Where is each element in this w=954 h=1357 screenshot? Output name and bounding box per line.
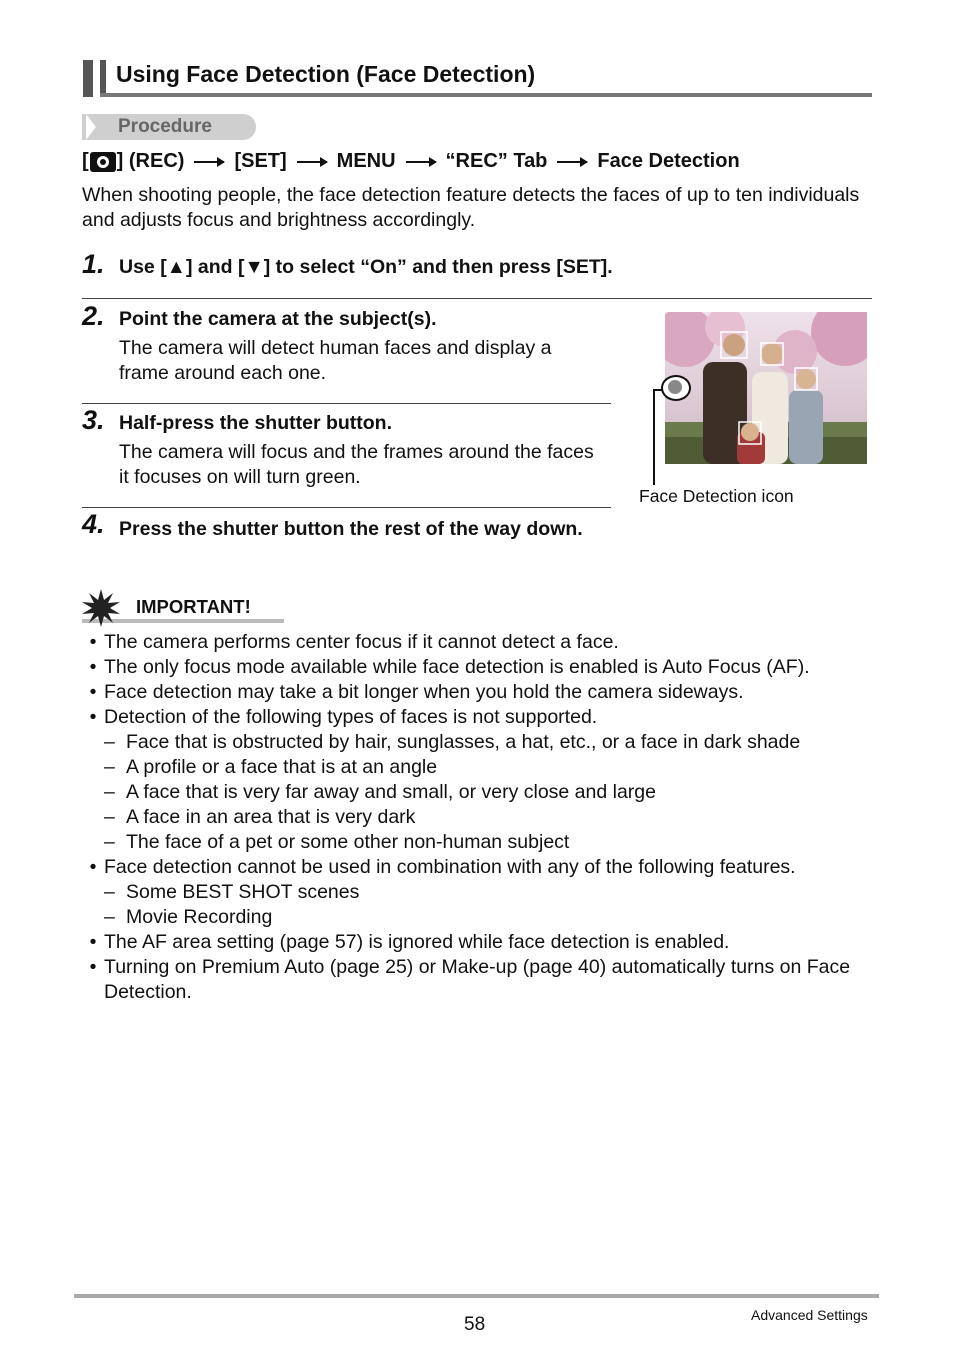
important-list (82, 630, 882, 1005)
callout-line (653, 389, 655, 485)
arrow-right-icon (406, 161, 436, 163)
list-item: • The only focus mode available while face detection is enabled is Auto Focus (AF). (89, 656, 810, 678)
sub-list-item: – A face that is very far away and small, or very close and large (104, 781, 656, 803)
sub-list-item: – The face of a pet or some other non-human subject (104, 831, 570, 853)
footer-section-name: Advanced Settings (751, 1307, 868, 1323)
list-item: • The camera performs center focus if it cannot detect a face. (89, 631, 619, 653)
divider (82, 298, 872, 299)
sub-list-item: – Face that is obstructed by hair, sunglasses, a hat, etc., or a face in dark shade (104, 731, 801, 753)
arrow-right-icon (557, 161, 587, 163)
step-heading: Point the camera at the subject(s). (119, 308, 437, 330)
section-title: Using Face Detection (Face Detection) (116, 61, 536, 87)
list-item: • Turning on Premium Auto (page 25) or Make-up (page 40) automatically turns on Face Detection. (89, 956, 851, 1003)
procedure-chevron (86, 114, 96, 140)
arrow-right-icon (297, 161, 327, 163)
step-number: 1. (82, 249, 105, 279)
divider (82, 403, 611, 404)
sub-list-item: – Movie Recording (104, 906, 273, 928)
sub-list-item: – Some BEST SHOT scenes (104, 881, 360, 903)
burst-icon (82, 589, 120, 632)
step-number: 3. (82, 405, 105, 435)
path-step-set: [SET] (234, 150, 287, 172)
path-step-face-detection: Face Detection (597, 150, 740, 172)
intro-paragraph: When shooting people, the face detection feature detects the faces of up to ten individuals and adjusts focus and brightness accordingly. (82, 184, 860, 231)
important-label: IMPORTANT! (136, 596, 251, 617)
header-bar-thick (83, 60, 93, 97)
footer-rule (74, 1294, 879, 1298)
sub-list-item: – A profile or a face that is at an angle (104, 756, 438, 778)
step-number: 4. (82, 509, 105, 539)
path-step-menu: MENU (336, 150, 396, 172)
path-step-rec: ] (REC) (116, 150, 185, 172)
page-number: 58 (464, 1314, 486, 1335)
face-icon (668, 380, 682, 394)
list-item: • Detection of the following types of faces is not supported. (89, 706, 598, 728)
list-item: • Face detection cannot be used in combination with any of the following features. (89, 856, 796, 878)
divider (82, 507, 611, 508)
sub-list-item: – A face in an area that is very dark (104, 806, 416, 828)
step-heading: Use [▲] and [▼] to select “On” and then press [SET]. (119, 256, 613, 278)
list-item: • Face detection may take a bit longer when you hold the camera sideways. (89, 681, 744, 703)
camera-icon (90, 152, 116, 172)
arrow-right-icon (194, 161, 224, 163)
header-bar-thin (100, 60, 106, 97)
step-number: 2. (82, 301, 105, 331)
step-description: The camera will detect human faces and display a frame around each one. (119, 337, 552, 384)
figure-label: Face Detection icon (639, 486, 794, 506)
path-step-rec-tab: “REC” Tab (445, 150, 548, 172)
step-heading: Half-press the shutter button. (119, 412, 393, 434)
header-underline (100, 93, 872, 97)
menu-path: [ ] (REC) [SET] MENU “REC” Tab Face Detection (82, 150, 740, 172)
step-description: The camera will focus and the frames around the faces it focuses on will turn green. (119, 441, 594, 488)
face-detection-photo (665, 312, 867, 464)
procedure-label: Procedure (118, 116, 212, 137)
list-item: • The AF area setting (page 57) is ignored while face detection is enabled. (89, 931, 730, 953)
step-heading: Press the shutter button the rest of the way down. (119, 518, 583, 540)
